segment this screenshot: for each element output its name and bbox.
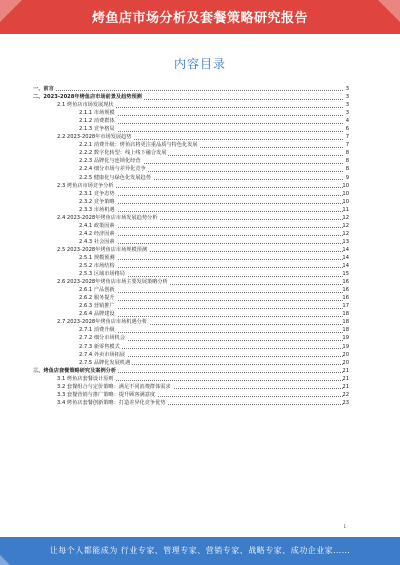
toc-entry-page: 16 [342, 279, 349, 286]
toc-entry[interactable] [33, 383, 349, 391]
toc-entry-page: 11 [342, 206, 349, 213]
toc-entry-text: 2.1.3 竞争格局 [79, 126, 115, 133]
toc-entry[interactable] [33, 318, 349, 326]
toc-entry-text: 2.3.2 竞争策略 [79, 198, 115, 205]
toc-entry-text: 二、2023-2028年烤鱼店市场前景及趋势预测 [33, 94, 142, 101]
toc-entry[interactable] [33, 375, 349, 383]
toc-entry[interactable] [33, 101, 349, 109]
toc-entry-page: 6 [345, 126, 349, 133]
toc-entry-page: 7 [345, 142, 349, 149]
toc-entry-page: 12 [342, 214, 349, 221]
toc-entry-page: 18 [342, 311, 349, 318]
toc-entry[interactable] [33, 206, 349, 214]
toc-leader-dots [79, 211, 343, 212]
toc-entry-text: 2.4 2023-2028年烤鱼店市场发展趋势分析 [57, 214, 158, 221]
toc-entry-page: 15 [342, 271, 349, 278]
toc-leader-dots [79, 332, 343, 333]
toc-entry-page: 21 [342, 383, 349, 390]
toc-entry[interactable] [33, 222, 349, 230]
toc-leader-dots [79, 267, 343, 268]
toc-entry-text: 3.4 烤鱼店套餐创新策略：打造差异化竞争优势 [57, 399, 166, 406]
toc-entry[interactable] [33, 85, 349, 93]
toc-entry-text: 2.1.2 消费群体 [79, 118, 115, 125]
toc-entry-page: 21 [342, 367, 349, 374]
toc-entry-page: 10 [342, 198, 349, 205]
toc-entry-page: 20 [342, 359, 349, 366]
toc-entry-page: 10 [342, 190, 349, 197]
toc-entry[interactable] [33, 294, 349, 302]
toc-entry-page: 19 [342, 335, 349, 342]
toc-entry-page: 16 [342, 287, 349, 294]
footer-corner-decoration [0, 555, 10, 565]
toc-entry[interactable] [33, 230, 349, 238]
toc-entry-page: 18 [342, 327, 349, 334]
toc-entry[interactable] [33, 343, 349, 351]
toc-entry-text: 一、前言 [33, 86, 54, 92]
toc-entry-page: 3 [345, 102, 349, 109]
toc-entry[interactable] [33, 214, 349, 222]
toc-entry[interactable] [33, 367, 349, 375]
toc-entry-text: 2.5 2023-2028年烤鱼店市场规模预测 [57, 246, 148, 253]
toc-entry-page: 21 [342, 375, 349, 382]
toc-entry[interactable] [33, 109, 349, 117]
toc-entry-page: 3 [345, 94, 349, 101]
toc-entry[interactable] [33, 286, 349, 294]
toc-entry-page: 3 [345, 86, 349, 92]
toc-entry[interactable] [33, 359, 349, 367]
toc-entry-page: 18 [342, 319, 349, 326]
toc-leader-dots [79, 243, 343, 244]
toc-entry[interactable] [33, 198, 349, 206]
toc-entry[interactable] [33, 302, 349, 310]
toc-entry-page: 7 [345, 134, 349, 141]
toc-entry[interactable] [33, 262, 349, 270]
toc-leader-dots [79, 195, 343, 196]
toc-entry[interactable] [33, 190, 349, 198]
toc-entry-page: 16 [342, 295, 349, 302]
toc-entry-page: 19 [342, 343, 349, 350]
toc-entry[interactable] [33, 125, 349, 133]
toc-entry-page: 8 [345, 166, 349, 173]
toc-entry-page: 17 [342, 303, 349, 310]
toc-entry-page: 23 [342, 399, 349, 406]
toc-entry[interactable] [33, 326, 349, 334]
toc-leader-dots [79, 203, 343, 204]
toc-entry-page: 8 [345, 158, 349, 165]
toc-entry-text: 2.2.1 消费升级：烤鱼店将更注重品质与特色化发展 [79, 142, 198, 149]
toc-entry-text: 2.6.1 产品创新 [79, 287, 115, 294]
toc-leader-dots [79, 115, 343, 116]
toc-entry-text: 3.2 套餐组合与定价策略：满足不同消费群体需求 [57, 383, 171, 390]
toc-leader-dots [79, 235, 343, 236]
toc-entry-text: 2.5.2 市场结构 [79, 263, 115, 270]
toc-entry[interactable] [33, 351, 349, 359]
toc-entry[interactable] [33, 93, 349, 101]
toc-entry-text: 2.7.3 新零售模式 [79, 343, 120, 350]
toc-leader-dots [79, 316, 343, 317]
toc-entry[interactable] [33, 165, 349, 173]
report-header-banner [0, 0, 400, 34]
toc-entry[interactable] [33, 182, 349, 190]
toc-entry-text: 3.3 套餐营销与推广策略：提升顾客满意度 [57, 391, 156, 398]
toc-entry-page: 20 [342, 351, 349, 358]
toc-entry[interactable] [33, 254, 349, 262]
toc-entry[interactable] [33, 334, 349, 342]
toc-entry-text: 2.7.5 品牌化发展机遇 [79, 359, 131, 366]
toc-entry-page: 12 [342, 230, 349, 237]
toc-entry-text: 2.7.2 细分市场机会 [79, 335, 125, 342]
toc-entry-text: 2.3.3 市场机遇 [79, 206, 115, 213]
toc-entry-text: 2.2.2 数字化转型：线上线下融合发展 [79, 150, 167, 157]
toc-leader-dots [79, 227, 343, 228]
toc-entry[interactable] [33, 399, 349, 407]
toc-entry-text: 2.5.1 规模预测 [79, 254, 115, 261]
toc-entry[interactable] [33, 149, 349, 157]
toc-entry-page: 14 [342, 246, 349, 253]
toc-entry-text: 2.2.3 品牌化与连锁化经营 [79, 158, 141, 165]
toc-entry[interactable] [33, 391, 349, 399]
toc-entry-page: 10 [342, 182, 349, 189]
toc-entry[interactable] [33, 157, 349, 165]
toc-entry-text: 2.6 2023-2028年烤鱼店市场主要发展策略分析 [57, 279, 168, 286]
toc-leader-dots [79, 300, 343, 301]
toc-leader-dots [79, 259, 343, 260]
toc-entry[interactable] [33, 117, 349, 125]
toc-entry-text: 2.6.4 品牌建设 [79, 311, 115, 318]
toc-entry-text: 2.4.1 政策因素 [79, 222, 115, 229]
toc-entry[interactable] [33, 310, 349, 318]
toc-entry-text: 2.3 烤鱼店市场竞争分析 [57, 182, 114, 189]
toc-entry-text: 2.1.1 市场规模 [79, 110, 115, 117]
toc-entry-page: 12 [342, 222, 349, 229]
toc-entry-text: 2.6.2 服务提升 [79, 295, 115, 302]
toc-entry[interactable] [33, 270, 349, 278]
toc-entry-text: 2.7.4 外卖市场拓展 [79, 351, 125, 358]
toc-entry[interactable] [33, 141, 349, 149]
toc-heading: 内容目录 [173, 57, 226, 71]
toc-entry[interactable] [33, 246, 349, 254]
toc-entry-page: 14 [342, 263, 349, 270]
toc-leader-dots [79, 123, 343, 124]
toc-entry[interactable] [33, 174, 349, 182]
toc-entry[interactable] [33, 133, 349, 141]
toc-entry-text: 三、烤鱼店套餐策略研究及案例分析 [33, 367, 117, 374]
report-title: 烤鱼店市场分析及套餐策略研究报告 [91, 11, 308, 26]
toc-entry-text: 2.4.2 经济因素 [79, 230, 115, 237]
toc-entry-page: 22 [342, 391, 349, 398]
footer-slogan: 让每个人都能成为 行业专家、管理专家、营销专家、战略专家、成功企业家…… [49, 546, 351, 555]
toc-leader-dots [79, 131, 343, 132]
toc-entry-text: 2.5.3 区域市场格局 [79, 271, 125, 278]
toc-entry-page: 3 [345, 110, 349, 117]
toc-entry-text: 2.6.3 营销推广 [79, 303, 115, 310]
footer-banner [0, 537, 400, 565]
toc-leader-dots [33, 90, 343, 91]
toc-entry-text: 2.2 2023-2028年市场发展趋势 [57, 134, 132, 141]
toc-entry-text: 2.7 2023-2028年烤鱼店市场机遇分析 [57, 319, 148, 326]
toc-entry-page: 4 [345, 118, 349, 125]
toc-entry-text: 3.1 烤鱼店套餐设计原则 [57, 375, 114, 382]
table-of-contents [33, 85, 349, 407]
toc-entry-page: 13 [342, 238, 349, 245]
toc-leader-dots [79, 308, 343, 309]
toc-entry-text: 2.2.4 细分市场与差异化竞争 [79, 166, 146, 173]
toc-entry-text: 2.1 烤鱼店市场发展现状 [57, 102, 114, 109]
toc-entry-text: 2.2.5 健康化与绿色化发展趋势 [79, 174, 151, 181]
toc-entry-text: 2.4.3 社会因素 [79, 238, 115, 245]
toc-entry-page: 9 [345, 174, 349, 181]
toc-entry-text: 2.7.1 消费升级 [79, 327, 115, 334]
toc-entry-page: 14 [342, 254, 349, 261]
toc-leader-dots [79, 292, 343, 293]
toc-entry[interactable] [33, 238, 349, 246]
page-marker: 1 [343, 524, 346, 529]
toc-entry[interactable] [33, 278, 349, 286]
toc-entry-text: 2.3.1 竞争态势 [79, 190, 115, 197]
toc-entry-page: 8 [345, 150, 349, 157]
